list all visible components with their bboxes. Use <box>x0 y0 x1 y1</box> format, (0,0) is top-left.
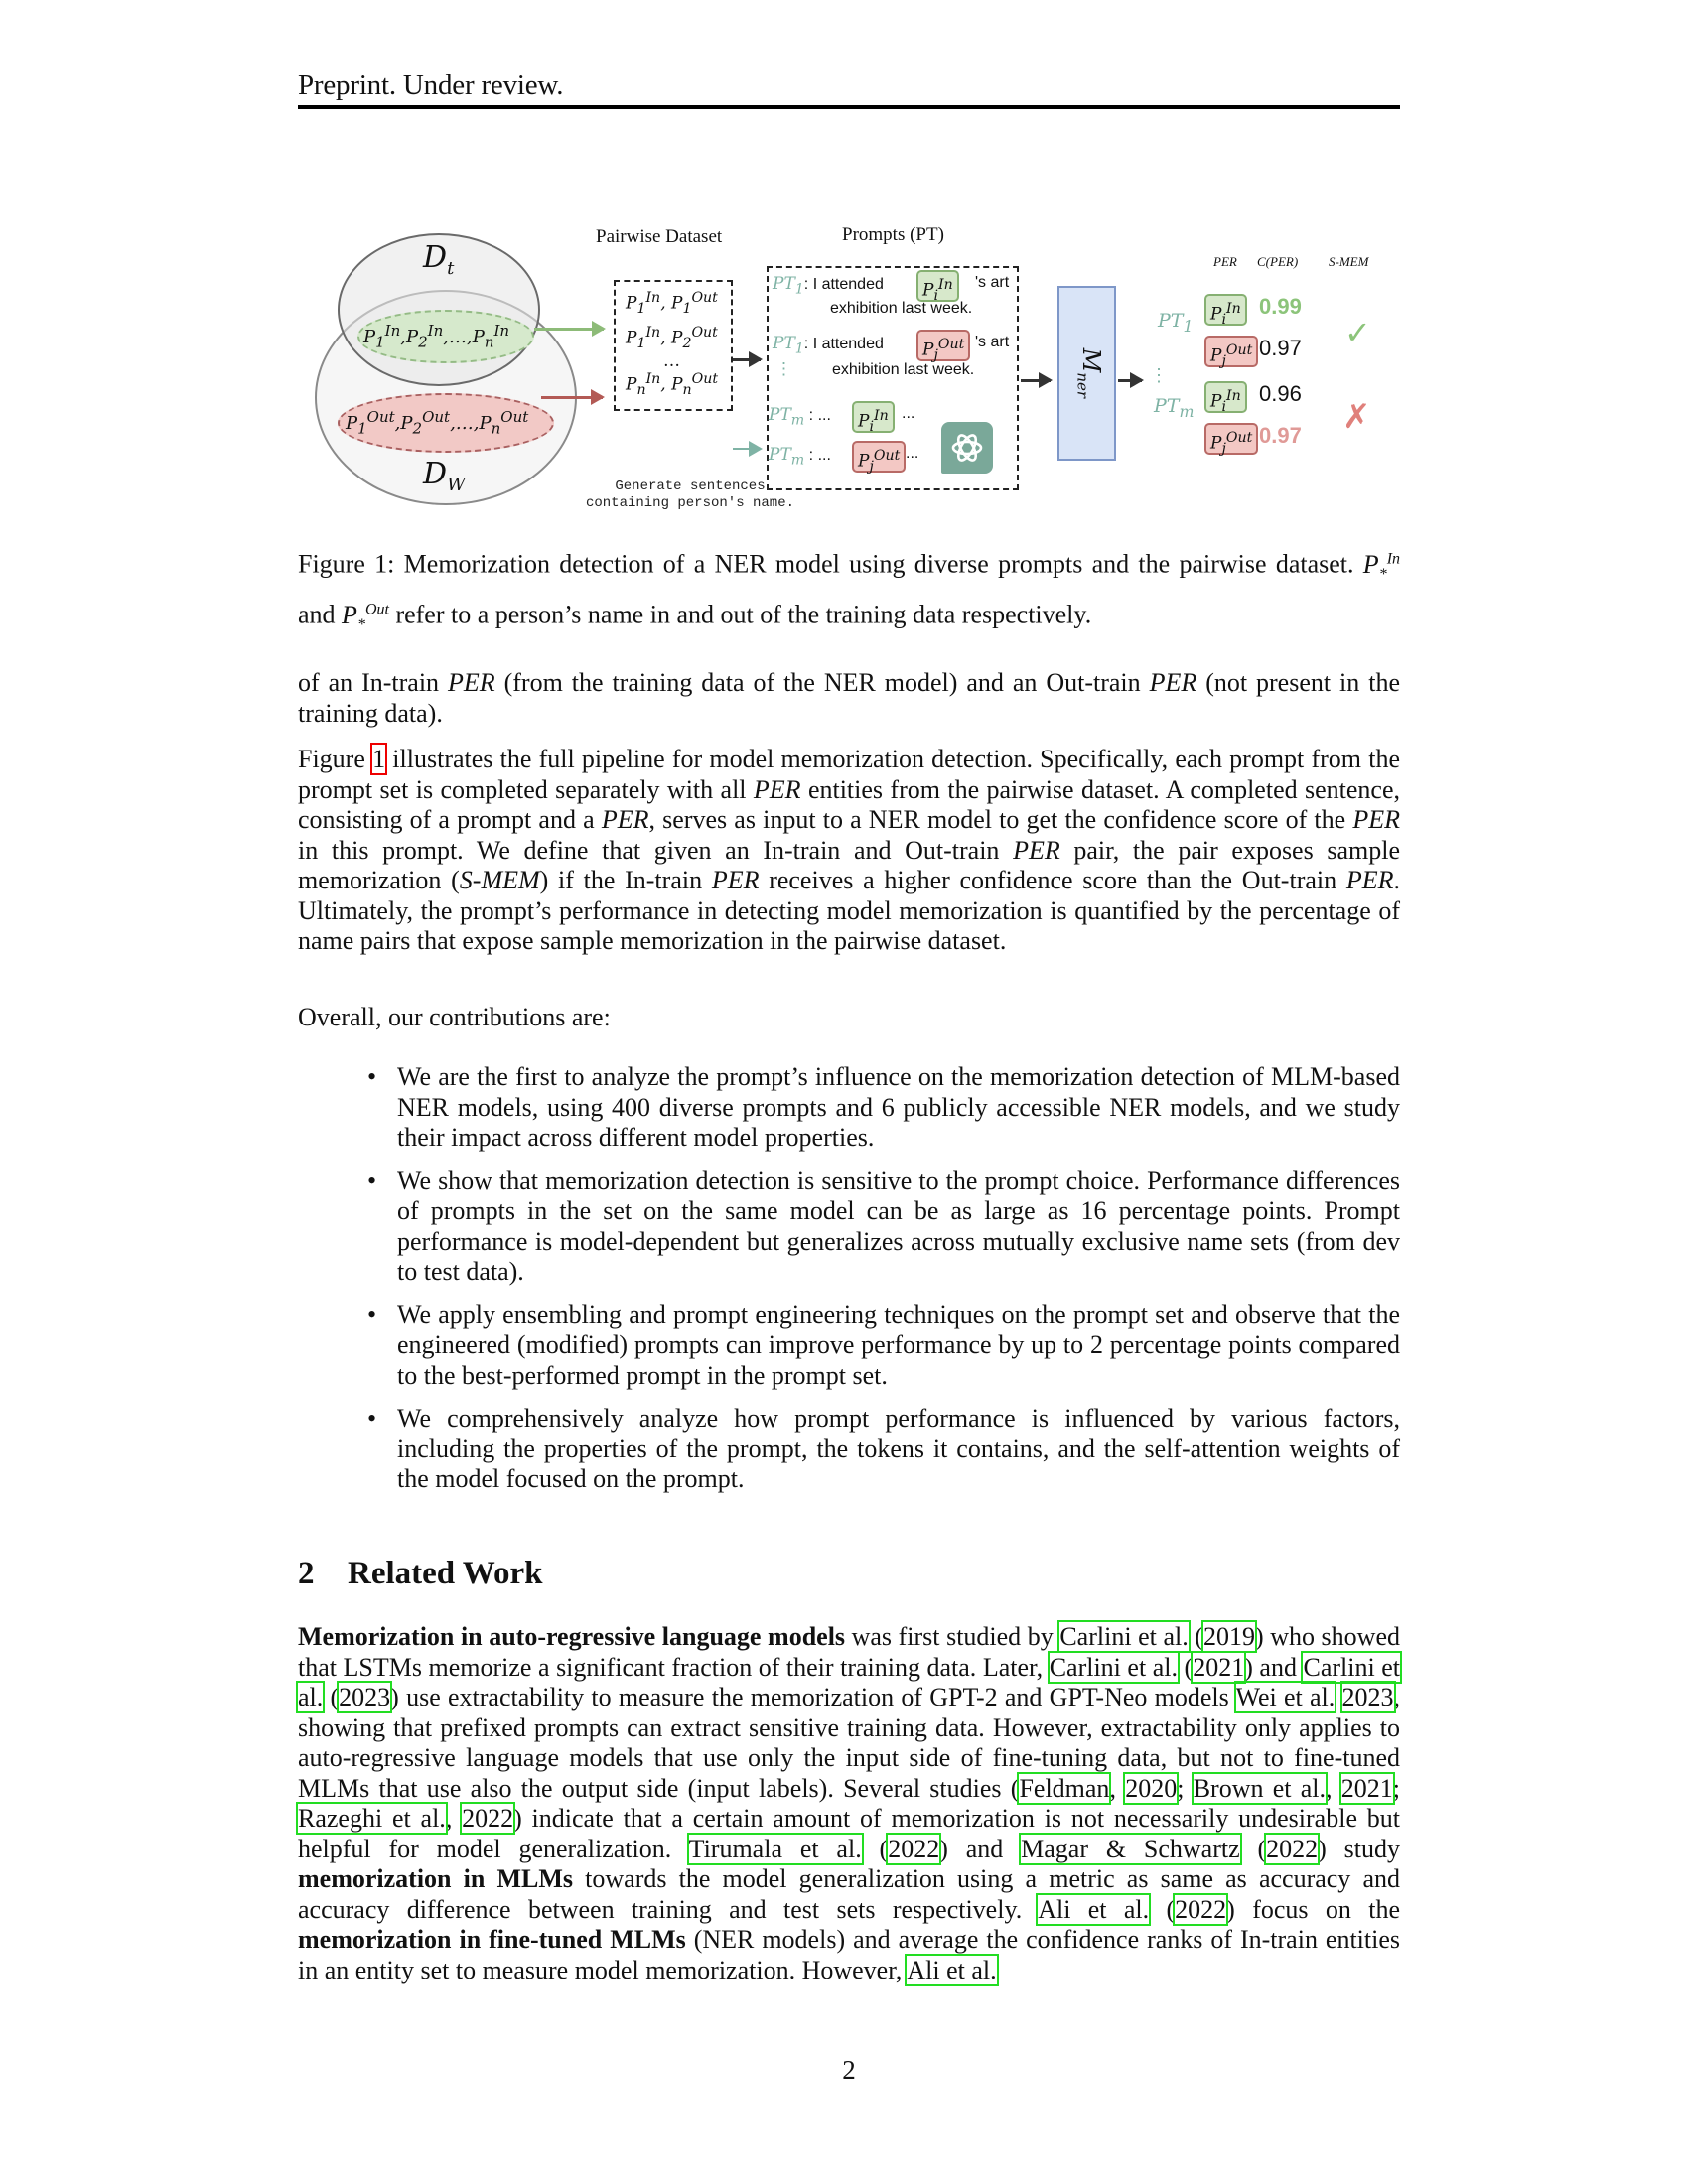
paragraph-continuation: of an In-train PER (from the training data of the NER model) and an Out-train PER (not present in the training data). <box>298 668 1400 728</box>
score-in-pt1: 0.99 <box>1259 294 1302 319</box>
list-item: • We show that memorization detection is sensitive to the prompt choice. Performance differences of prompts in the set on the same model can be as large as 16 percentage points. Prompt performance is model-dependent but generalizes across mutually exclusive name sets (from dev to test data). <box>367 1166 1400 1288</box>
citation-year-link[interactable]: 2022 <box>462 1804 514 1833</box>
model-to-results-arrow <box>1118 379 1142 382</box>
citation-link[interactable]: Wei et al. <box>1235 1683 1336 1711</box>
ner-model-label: $M_{ner}$ <box>1073 347 1106 399</box>
result-chip-out-ptm: $P_j^{Out}$ <box>1204 423 1258 455</box>
chip-p-out: $P_j^{Out}$ <box>916 330 970 361</box>
generator-caption-line2: containing person's name. <box>585 495 795 511</box>
chip-p-out: $P_j^{Out}$ <box>852 441 906 473</box>
score-in-ptm: 0.96 <box>1259 381 1302 406</box>
result-chip-in-pt1: $P_i^{In}$ <box>1204 294 1247 326</box>
result-pt1-label: $PT_1$ <box>1158 310 1194 336</box>
prompt-vdots-line: ⋮ exhibition last week. <box>775 359 975 378</box>
col-head-smem: S-MEM <box>1329 254 1369 269</box>
prompt-ptm-out: $PT_m$ : ... <box>769 445 831 469</box>
figure-caption: Figure 1: Memorization detection of a NER model using diverse prompts and the pairwise dataset. $P_*^{In}$ and $P_*^{Out}$ refer to a person’s name in and out of the training data respectively. <box>298 549 1401 633</box>
paragraph-contributions-intro: Overall, our contributions are: <box>298 1003 611 1031</box>
checkmark-icon: ✓ <box>1344 314 1371 351</box>
list-item: • We comprehensively analyze how prompt performance is influenced by various factors, including the properties of the prompt, the tokens it contains, and the self-attention weights of the model focused on the prompt. <box>367 1404 1400 1495</box>
prompt-ptm-in: $PT_m$ : ... <box>769 405 831 429</box>
result-ptm-label: $PT_m$ <box>1154 395 1195 421</box>
paragraph-pipeline: Figure 1 illustrates the full pipeline for model memorization detection. Specifically, each prompt from the prompt set is completed separately with all PER entities from the pairwise dataset. A completed sentence, consisting of a prompt and a PER, serves as input to a NER model to get the confidence score of the PER in this prompt. We define that given an In-train and Out-train PER pair, the pair exposes sample memorization (S-MEM) if the In-train PER receives a higher confidence score than the Out-train PER. Ultimately, the prompt’s performance in detecting model memorization is quantified by the percentage of name pairs that expose sample memorization in the pairwise dataset. <box>298 745 1401 955</box>
citation-year-link[interactable]: 2020 <box>1125 1773 1178 1803</box>
caption-label: Figure 1: <box>298 549 395 579</box>
chip-p-in: $P_i^{In}$ <box>916 270 959 302</box>
gpt-to-prompts-arrow <box>733 448 761 450</box>
pair-item: $P_1^{In}$, $P_1^{Out}$ <box>626 290 718 318</box>
generator-caption-line1: Generate sentences <box>615 478 766 494</box>
contributions-list <box>367 1062 1400 1508</box>
prompt-pt1-in: $PT_1$: I attended <box>773 274 884 298</box>
prompts-to-model-arrow <box>1021 379 1051 382</box>
pair-list <box>626 286 718 402</box>
citation-year-link[interactable]: 2022 <box>1175 1894 1227 1924</box>
cross-icon: ✗ <box>1342 397 1371 437</box>
citation-link[interactable]: Carlini et al. <box>298 1652 1400 1711</box>
in-set-label: $P_1^{In},P_2^{In},\dots,P_n^{In}$ <box>363 322 510 351</box>
citation-link[interactable]: Carlini et al. <box>1049 1652 1178 1682</box>
citation-year-link[interactable]: 2023 <box>339 1683 391 1711</box>
paragraph-related-work: Memorization in auto-regressive language models was first studied by Carlini et al. (2019) who showed that LSTMs memorize a significant fraction of their training data. Later, Carlini et al. (2021) and Carlini et al. (2023) use extractability to measure the memorization of GPT-2 and GPT-Neo models Wei et al. 2023, showing that prefixed prompts can extract sensitive training data. However, extractability only applies to auto-regressive language models that use only the input side of fine-tuning data, but not to fine-tuned MLMs that use also the output side (input labels). Several studies (Feldman, 2020; Brown et al., 2021; Razeghi et al., 2022) indicate that a certain amount of memorization is not necessarily undesirable but helpful for model generalization. Tirumala et al. (2022) and Magar & Schwartz (2022) study memorization in MLMs towards the model generalization using a metric as same as accuracy and accuracy difference between training and test sets respectively. Ali et al. (2022) focus on the memorization in fine-tuned MLMs (NER models) and average the confidence ranks of In-train entities in an entity set to measure model memorization. However, Ali et al. <box>298 1622 1401 1984</box>
pairwise-dataset-title: Pairwise Dataset <box>596 226 723 247</box>
in-arrow <box>534 328 604 331</box>
list-item: • We apply ensembling and prompt engineering techniques on the prompt set and observe that the engineered (modified) prompts can improve performance by up to 2 percentage points compared to the best-performed prompt in the prompt set. <box>367 1300 1400 1392</box>
col-head-per: PER <box>1213 254 1237 269</box>
citation-link[interactable]: Ali et al. <box>1038 1894 1150 1924</box>
citation-year-link[interactable]: 2022 <box>888 1834 940 1863</box>
prompts-title: Prompts (PT) <box>842 224 944 245</box>
col-head-cper: C(PER) <box>1257 254 1299 269</box>
citation-link[interactable]: Carlini et al. <box>1059 1622 1189 1651</box>
pair-item: … <box>663 351 681 372</box>
prompt-line2: exhibition last week. <box>830 300 973 317</box>
result-chip-out-pt1: $P_j^{Out}$ <box>1204 336 1258 367</box>
figure-ref-link[interactable]: 1 <box>372 745 386 773</box>
citation-link[interactable]: Razeghi et al. <box>298 1804 446 1833</box>
pair-item: $P_1^{In}$, $P_2^{Out}$ <box>626 325 718 352</box>
citation-year-link[interactable]: 2021 <box>1193 1652 1245 1682</box>
pairs-to-prompts-arrow <box>733 358 761 361</box>
result-chip-in-ptm: $P_i^{In}$ <box>1204 381 1247 413</box>
dw-label: $D_W$ <box>423 457 466 495</box>
citation-year-link[interactable]: 2023 <box>1341 1683 1394 1711</box>
out-set-label: $P_1^{Out},P_2^{Out},\dots,P_n^{Out}$ <box>346 408 529 438</box>
prompt-ellipsis: ... <box>902 405 915 422</box>
header-rule <box>298 105 1400 109</box>
results-vdots: ⋮ <box>1150 365 1168 385</box>
page-number: 2 <box>842 2055 856 2085</box>
list-item: • We are the first to analyze the prompt’s influence on the memorization detection of MLM-based NER models, using 400 diverse prompts and 6 publicly accessible NER models, and we study their impact across different model properties. <box>367 1062 1400 1154</box>
citation-year-link[interactable]: 2019 <box>1202 1622 1255 1651</box>
caption-p-out: $P_*^{Out}$ <box>342 600 389 633</box>
citation-year-link[interactable]: 2021 <box>1340 1773 1393 1803</box>
citation-link[interactable]: Ali et al. <box>907 1955 997 1984</box>
score-out-ptm: 0.97 <box>1259 423 1302 448</box>
score-out-pt1: 0.97 <box>1259 336 1302 360</box>
chip-p-in: $P_i^{In}$ <box>852 401 895 433</box>
citation-link[interactable]: Brown et al. <box>1193 1773 1327 1803</box>
running-head: Preprint. Under review. <box>298 69 564 101</box>
prompt-pt1-out: $PT_1$: I attended <box>773 334 884 357</box>
citation-link[interactable]: Feldman <box>1019 1773 1110 1803</box>
caption-p-in: $P_*^{In}$ <box>1362 549 1401 583</box>
pair-item: $P_n^{In}$, $P_n^{Out}$ <box>626 371 719 399</box>
dt-label: $D_t$ <box>423 240 455 279</box>
section-heading: 2 Related Work <box>298 1556 543 1591</box>
citation-link[interactable]: Magar & Schwartz <box>1021 1834 1240 1863</box>
out-arrow <box>541 396 603 399</box>
prompt-ellipsis: ... <box>906 445 919 462</box>
figure-1 <box>298 218 1400 526</box>
citation-year-link[interactable]: 2022 <box>1266 1834 1319 1863</box>
prompt-text-after: 's art <box>975 274 1010 291</box>
citation-link[interactable]: Tirumala et al. <box>688 1834 862 1863</box>
prompt-text-after: 's art <box>975 334 1010 350</box>
